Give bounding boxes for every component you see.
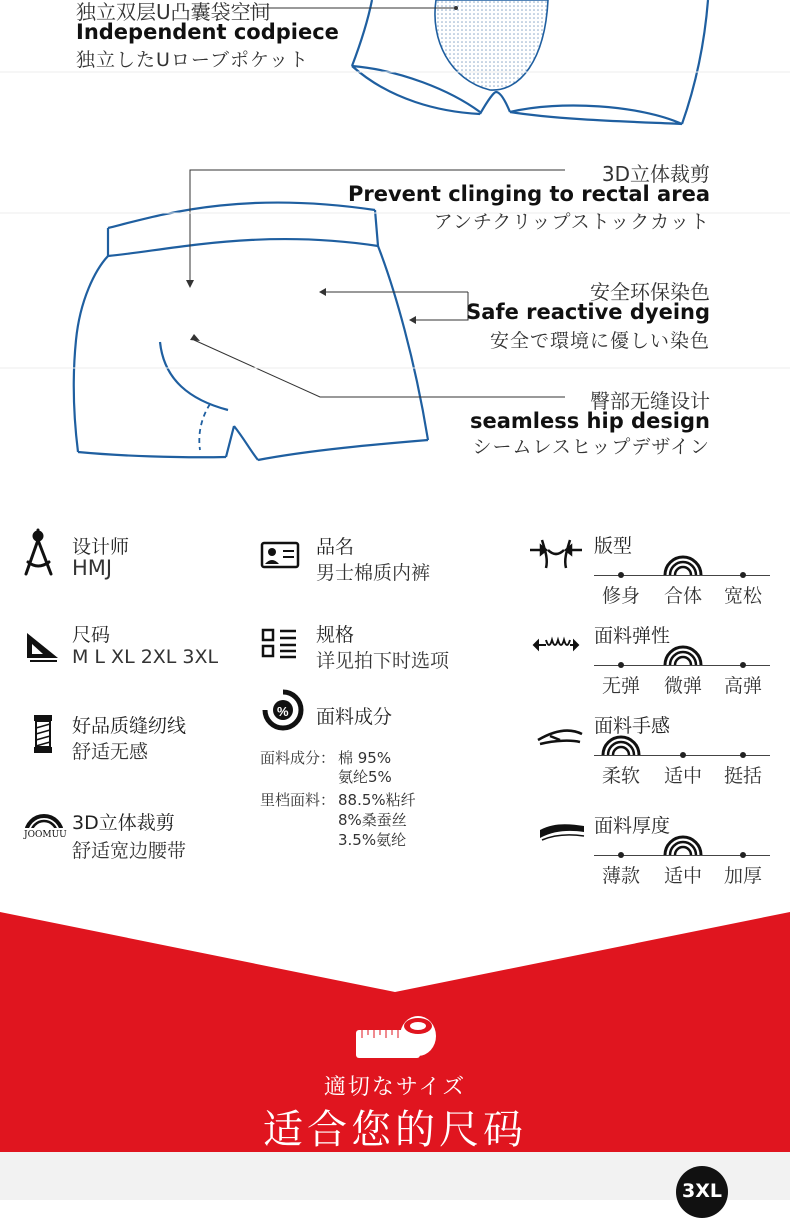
fabric-line-1: 棉 95% <box>338 749 392 767</box>
size-label: 尺码 <box>72 624 111 646</box>
banner-cn-title: 适合您的尺码 <box>263 1107 527 1153</box>
thickness-option: 薄款 <box>601 865 640 887</box>
waistband-label: 3D立体裁剪 <box>72 812 175 834</box>
thickness-option: 加厚 <box>723 865 762 887</box>
fit-option: 合体 <box>663 585 702 607</box>
dyeing-en: Safe reactive dyeing <box>466 300 710 324</box>
back-brief-drawing <box>74 203 428 460</box>
dyeing-jp: 安全で環境に優しい染色 <box>489 330 710 352</box>
thread-label: 好品质缝纫线 <box>72 715 187 737</box>
fit-scale-dot <box>740 572 746 578</box>
fabric-line-2: 氨纶5% <box>338 768 392 786</box>
spec-section <box>0 478 790 900</box>
seamless-jp: シームレスヒップデザイン <box>472 436 710 458</box>
hand-feel-option: 挺括 <box>723 765 762 787</box>
product-name-label: 品名 <box>316 536 355 558</box>
thickness-selected-marker <box>670 842 696 855</box>
designer-label: 设计师 <box>72 536 130 558</box>
codpiece-en: Independent codpiece <box>76 20 339 44</box>
composition-label: 面料成分 <box>316 706 393 728</box>
thread-value: 舒适无感 <box>72 741 149 763</box>
fit-label: 版型 <box>594 535 633 557</box>
seamless-jp-clip <box>460 432 710 458</box>
fit-scale-dot <box>618 572 624 578</box>
elasticity-scale-dot <box>618 662 624 668</box>
hand-feel-option: 适中 <box>663 765 702 787</box>
lining-label: 里档面料： <box>260 791 336 809</box>
elasticity-option: 高弹 <box>723 675 762 697</box>
banner-shape <box>0 900 790 1200</box>
size-value: M L XL 2XL 3XL <box>72 646 219 668</box>
hand-feel-selected-marker <box>608 742 634 755</box>
seamless-cn: 臀部无缝设计 <box>590 389 710 413</box>
banner-jp-title: 適切なサイズ <box>323 1075 467 1100</box>
lining-line-3: 3.5%氨纶 <box>338 831 407 849</box>
elasticity-label: 面料弹性 <box>594 625 671 647</box>
elasticity-selected-marker <box>675 657 691 665</box>
qr-code-icon <box>263 630 296 657</box>
set-square-icon <box>27 633 58 661</box>
hand-feel-option: 柔软 <box>601 765 640 787</box>
designer-value: HMJ <box>72 556 113 580</box>
joomuu-logo-icon <box>23 816 67 840</box>
waistband-value: 舒适宽边腰带 <box>72 840 187 862</box>
size-banner <box>0 900 790 1200</box>
fabric-label: 面料成分： <box>260 749 336 767</box>
fit-selected-marker <box>670 562 696 575</box>
elasticity-scale-dot <box>740 662 746 668</box>
product-name-value: 男士棉质内裤 <box>316 562 431 584</box>
cut3d-cn: 3D立体裁剪 <box>601 162 710 186</box>
codpiece-cn: 独立双层U凸囊袋空间 <box>76 0 271 24</box>
spec-label: 规格 <box>316 624 355 646</box>
fit-option: 宽松 <box>723 585 762 607</box>
seamless-en: seamless hip design <box>470 409 710 433</box>
hand-icon <box>538 731 582 744</box>
hand-feel-scale-dot <box>740 752 746 758</box>
thickness-scale-dot <box>618 852 624 858</box>
cut3d-en: Prevent clinging to rectal area <box>347 182 710 206</box>
spring-icon <box>534 640 578 649</box>
thickness-label: 面料厚度 <box>594 815 671 837</box>
thickness-option: 适中 <box>663 865 702 887</box>
hand-feel-scale-dot <box>680 752 686 758</box>
dyeing-cn: 安全环保染色 <box>590 280 710 304</box>
size-3xl-badge: 3XL <box>676 1166 728 1218</box>
elasticity-selected-marker <box>670 652 696 665</box>
fabric-layer-icon <box>540 824 584 840</box>
lining-line-1: 88.5%粘纤 <box>338 791 416 809</box>
spec-value: 详见拍下时选项 <box>316 650 450 672</box>
thread-spool-icon <box>34 715 52 753</box>
cut3d-jp: アンチクリップストックカット <box>433 211 710 233</box>
hand-feel-label: 面料手感 <box>594 715 671 737</box>
thickness-selected-marker <box>675 847 691 855</box>
codpiece-mesh <box>435 0 548 90</box>
elasticity-option: 微弹 <box>663 675 702 697</box>
joomuu-logo-text: JOOMUU <box>24 830 67 840</box>
compass-icon <box>26 530 51 574</box>
waist-icon <box>530 540 582 568</box>
percent-icon <box>265 692 301 728</box>
lining-line-2: 8%桑蚕丝 <box>338 811 407 829</box>
fit-selected-marker <box>675 567 691 575</box>
codpiece-jp: 独立したUローブポケット <box>76 49 310 71</box>
id-card-icon <box>262 543 298 567</box>
elasticity-option: 无弹 <box>601 675 640 697</box>
fit-option: 修身 <box>601 585 640 607</box>
thickness-scale-dot <box>740 852 746 858</box>
hand-feel-selected-marker <box>613 747 629 755</box>
svg-text:%: % <box>277 704 289 719</box>
